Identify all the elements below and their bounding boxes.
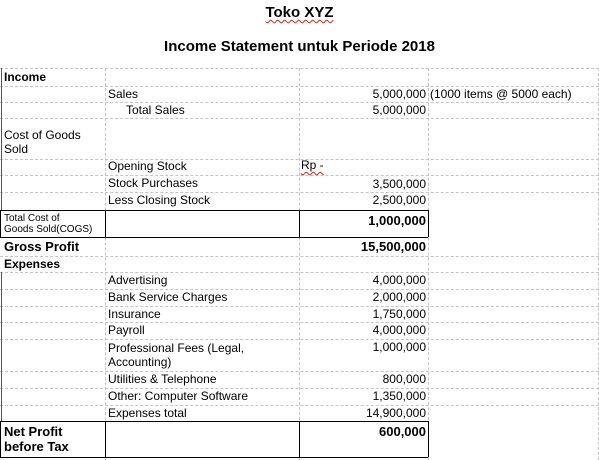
expense-label-professional-fees[interactable] (108, 341, 244, 369)
store-name (0, 4, 599, 21)
closing-stock-value[interactable]: 2,500,000 (372, 193, 426, 207)
closing-stock-label[interactable]: Less Closing Stock (108, 193, 211, 207)
expense-label-professional-fees-line2: Accounting) (108, 355, 172, 369)
expense-value-professional-fees[interactable]: 1,000,000 (372, 340, 426, 354)
total-cogs-label[interactable] (4, 213, 92, 235)
total-sales-value[interactable]: 5,000,000 (372, 103, 426, 117)
sales-label[interactable]: Sales (108, 87, 139, 101)
selection-border (1, 272, 2, 422)
stock-purchases-value[interactable]: 3,500,000 (372, 177, 426, 191)
net-profit-label-line2: before Tax (4, 439, 69, 454)
table-border (428, 210, 429, 237)
expense-label-payroll[interactable]: Payroll (108, 323, 145, 337)
total-sales-label[interactable]: Total Sales (126, 103, 185, 117)
table-border (0, 457, 428, 458)
selection-border (1, 68, 2, 211)
stock-purchases-label[interactable]: Stock Purchases (108, 176, 199, 190)
expense-value-utilities[interactable]: 800,000 (382, 372, 426, 386)
gross-profit-value[interactable]: 15,500,000 (360, 239, 426, 254)
expense-label-insurance[interactable]: Insurance (108, 307, 161, 321)
sales-value[interactable]: 5,000,000 (372, 87, 426, 101)
opening-stock-value[interactable] (301, 158, 324, 172)
table-border (105, 210, 106, 237)
table-border (0, 421, 1, 457)
cogs-label-line1: Cost of Goods (4, 128, 81, 142)
gridline (428, 68, 429, 460)
table-border (0, 421, 428, 422)
expenses-label[interactable]: Expenses (4, 257, 61, 271)
expense-label-software[interactable]: Other: Computer Software (108, 389, 249, 403)
table-border (0, 237, 428, 238)
statement-title (0, 38, 599, 55)
expense-value-software[interactable]: 1,350,000 (372, 389, 426, 403)
expense-value-insurance[interactable]: 1,750,000 (372, 307, 426, 321)
sales-note[interactable]: (1000 items @ 5000 each) (430, 87, 572, 101)
gridline (105, 68, 106, 460)
expenses-total-value[interactable]: 14,900,000 (365, 406, 426, 420)
table-border (0, 210, 1, 237)
opening-stock-label[interactable]: Opening Stock (108, 159, 187, 173)
total-cogs-label-line2: Goods Sold(COGS) (4, 224, 93, 235)
table-border (105, 421, 106, 457)
store-name-text: Toko XYZ (265, 4, 334, 21)
expense-value-advertising[interactable]: 4,000,000 (372, 273, 426, 287)
table-border (428, 421, 429, 457)
statement-title-text: Income Statement untuk Periode 2018 (164, 38, 435, 55)
expense-label-utilities[interactable]: Utilities & Telephone (108, 372, 217, 386)
cogs-label-line2: Sold (4, 142, 29, 156)
income-label[interactable]: Income (4, 70, 47, 84)
expense-label-professional-fees-line1: Professional Fees (Legal, (108, 341, 245, 355)
total-cogs-value[interactable]: 1,000,000 (368, 213, 426, 228)
opening-stock-value-text: Rp - (301, 158, 324, 172)
expenses-total-label[interactable]: Expenses total (108, 406, 187, 420)
total-cogs-label-line1: Total Cost of (4, 213, 60, 224)
net-profit-label[interactable] (4, 424, 69, 454)
net-profit-label-line1: Net Profit (4, 424, 63, 439)
net-profit-value[interactable]: 600,000 (379, 424, 426, 439)
cogs-label[interactable] (4, 128, 81, 156)
gross-profit-label[interactable]: Gross Profit (4, 239, 80, 254)
expense-label-advertising[interactable]: Advertising (108, 273, 168, 287)
expense-label-bank-charges[interactable]: Bank Service Charges (108, 290, 228, 304)
expense-value-bank-charges[interactable]: 2,000,000 (372, 290, 426, 304)
expense-value-payroll[interactable]: 4,000,000 (372, 323, 426, 337)
table-border (0, 210, 428, 211)
